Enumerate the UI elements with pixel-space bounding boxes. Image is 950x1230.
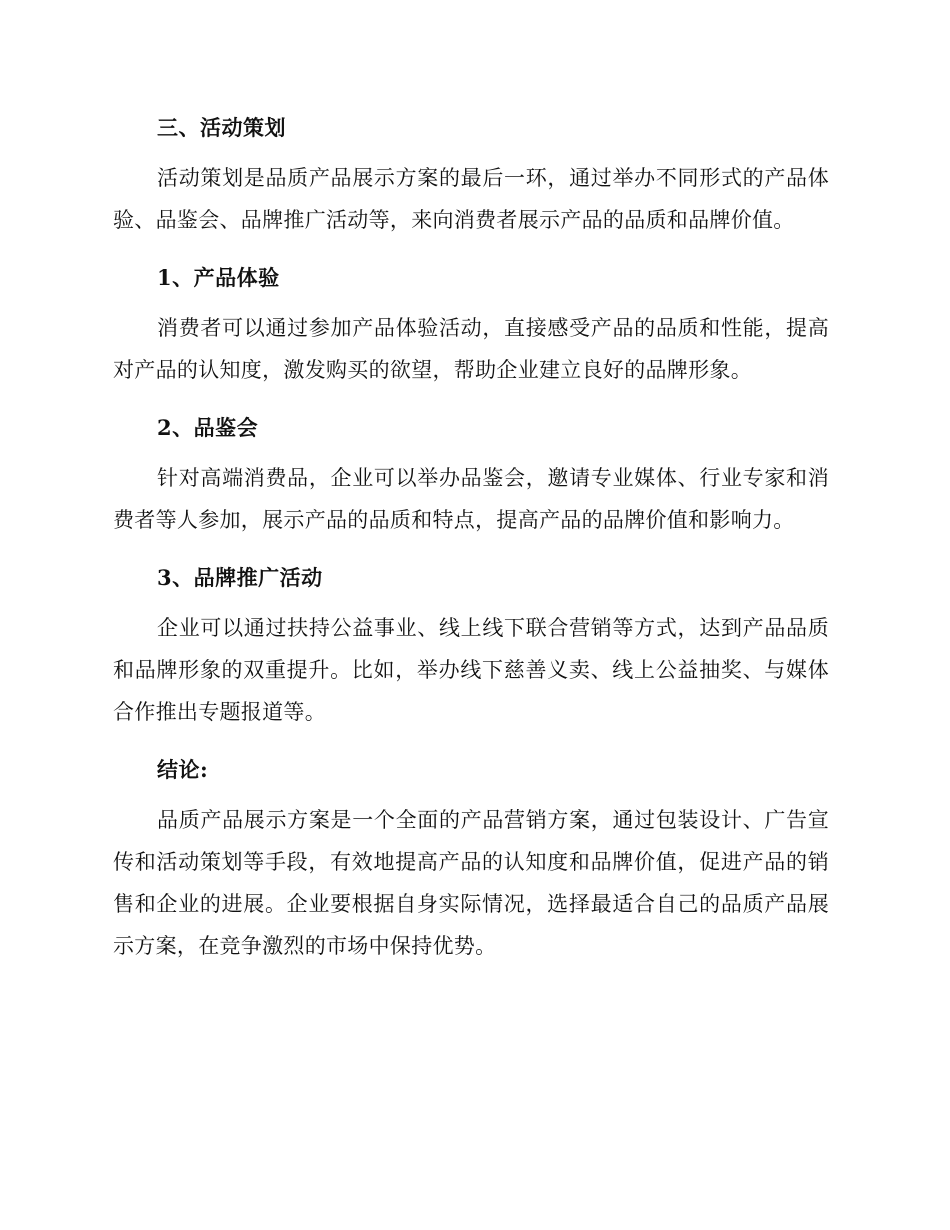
section-paragraph-activity-planning: 活动策划是品质产品展示方案的最后一环，通过举办不同形式的产品体验、品鉴会、品牌推广活动等，来向消费者展示产品的品质和品牌价值。: [113, 166, 829, 232]
section-heading-brand-promotion: 3、品牌推广活动: [157, 565, 323, 590]
section-paragraph-tasting-event: 针对高端消费品，企业可以举办品鉴会，邀请专业媒体、行业专家和消费者等人参加，展示产品的品质和特点，提高产品的品牌价值和影响力。: [113, 466, 829, 532]
section-heading-tasting-event: 2、品鉴会: [157, 415, 259, 440]
section-heading-conclusion: 结论:: [157, 757, 209, 782]
section-paragraph-conclusion: 品质产品展示方案是一个全面的产品营销方案，通过包装设计、广告宣传和活动策划等手段，有效地提高产品的认知度和品牌价值，促进产品的销售和企业的进展。企业要根据自身实际情况，选择最适合自己的品质产品展示方案，在竞争激烈的市场中保持优势。: [113, 808, 829, 958]
document-page: [113, 108, 829, 984]
section-heading-product-experience: 1、产品体验: [157, 265, 280, 290]
section-paragraph-product-experience: 消费者可以通过参加产品体验活动，直接感受产品的品质和性能，提高对产品的认知度，激发购买的欲望，帮助企业建立良好的品牌形象。: [113, 316, 829, 382]
section-paragraph-brand-promotion: 企业可以通过扶持公益事业、线上线下联合营销等方式，达到产品品质和品牌形象的双重提升。比如，举办线下慈善义卖、线上公益抽奖、与媒体合作推出专题报道等。: [113, 616, 829, 724]
section-heading-activity-planning: 三、活动策划: [157, 115, 286, 140]
